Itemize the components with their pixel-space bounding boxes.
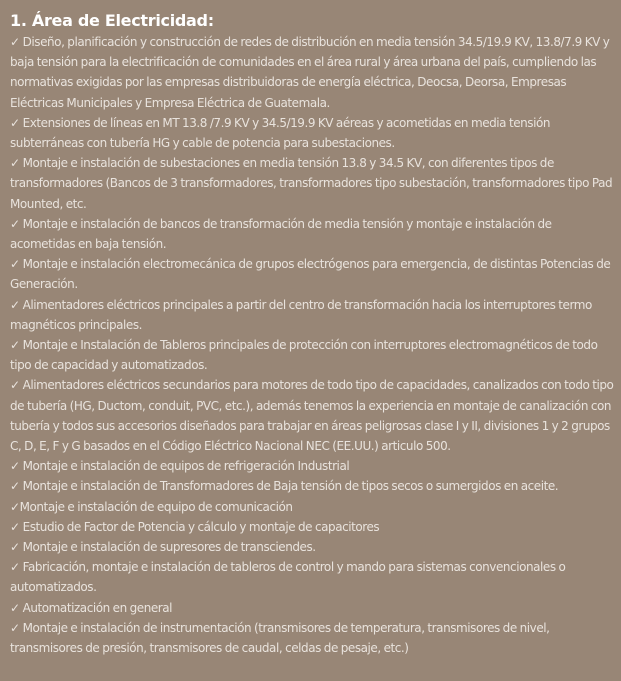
list-item-text: Diseño, planificación y construcción de redes de distribución en media tensión 34.5/19.9 KV, 13.8/7.9 KV y baja tensión para la electrificación de comunidades en el área rural y área urbana del país, cumpliendo las normativas exigidas por las empresas distribuidoras de energía eléctrica, Deocsa, Deorsa, Empresas Eléctricas Municipales y Empresa Eléctrica de Guatemala.: [10, 35, 610, 110]
list-item-text: Automatización en general: [22, 600, 173, 615]
list-item-text: Montaje e Instalación de Tableros principales de protección con interruptores electromagnéticos de todo tipo de capacidad y automatizados.: [10, 338, 598, 373]
list-item-text: Montaje e instalación de supresores de transciendes.: [22, 540, 316, 555]
list-item-text: Montaje e instalación de equipos de refrigeración Industrial: [22, 459, 350, 474]
check-icon: ✓: [10, 257, 20, 272]
list-item: [10, 537, 621, 557]
list-item: [10, 476, 621, 496]
list-item-text: Fabricación, montaje e instalación de tableros de control y mando para sistemas convencionales o automatizados.: [10, 560, 566, 595]
list-item: [10, 557, 621, 597]
list-item-text: Montaje e instalación de subestaciones en media tensión 13.8 y 34.5 KV, con diferentes tipos de transformadores (Bancos de 3 transformadores, transformadores tipo subestación, transformadores tipo Pad Mounted, etc.: [10, 156, 613, 211]
list-item: [10, 295, 621, 335]
list-item-text: Extensiones de líneas en MT 13.8 /7.9 KV y 34.5/19.9 KV aéreas y acometidas en media tensión subterráneas con tubería HG y cable de potencia para subestaciones.: [10, 115, 551, 151]
list-item-text: Montaje e instalación de Transformadores de Baja tensión de tipos secos o sumergidos en aceite.: [22, 479, 559, 494]
check-icon: ✓: [10, 600, 20, 615]
check-icon: ✓: [10, 519, 20, 534]
check-icon: ✓: [10, 479, 20, 494]
list-item-text: Montaje e instalación de instrumentación (transmisores de temperatura, transmisores de nivel, transmisores de presión, transmisores de caudal, celdas de pesaje, etc.): [10, 620, 550, 656]
list-item: [10, 214, 621, 254]
check-icon: ✓: [10, 540, 20, 555]
list-item: [10, 32, 621, 113]
service-list: [10, 32, 621, 658]
list-item: [10, 517, 621, 537]
list-item: [10, 375, 621, 456]
check-icon: ✓: [10, 378, 20, 393]
list-item-text: Alimentadores eléctricos principales a partir del centro de transformación hacia los interruptores termo magnéticos principales.: [10, 297, 592, 332]
list-item-text: Montaje e instalación de bancos de transformación de media tensión y montaje e instalación de acometidas en baja tensión.: [10, 216, 552, 252]
list-item: [10, 497, 621, 517]
section-title: 1. Área de Electricidad:: [10, 11, 214, 30]
check-icon: ✓: [10, 459, 20, 474]
list-item-text: Estudio de Factor de Potencia y cálculo y montaje de capacitores: [22, 519, 380, 534]
list-item: [10, 254, 621, 294]
list-item-text: Montaje e instalación electromecánica de grupos electrógenos para emergencia, de distintas Potencias de Generación.: [10, 257, 611, 292]
check-icon: ✓: [10, 499, 20, 514]
check-icon: ✓: [10, 297, 20, 312]
check-icon: ✓: [10, 35, 20, 49]
check-icon: ✓: [10, 338, 20, 353]
check-icon: ✓: [10, 560, 20, 575]
list-item: [10, 113, 621, 153]
list-item: [10, 618, 621, 658]
check-icon: ✓: [10, 620, 20, 635]
list-item-text: Montaje e instalación de equipo de comunicación: [19, 499, 293, 514]
check-icon: ✓: [10, 115, 20, 130]
list-item: [10, 335, 621, 375]
list-item-text: Alimentadores eléctricos secundarios para motores de todo tipo de capacidades, canalizados con todo tipo de tubería (HG, Ductom, conduit, PVC, etc.), además tenemos la experiencia en montaje de canalización con tubería y todos sus accesorios diseñados para trabajar en áreas peligrosas clase I y II, divisiones 1 y 2 grupos C, D, E, F y G basados en el Código Eléctrico Nacional NEC (EE.UU.) articulo 500.: [10, 378, 614, 454]
list-item: [10, 153, 621, 214]
check-icon: ✓: [10, 216, 20, 231]
list-item: [10, 456, 621, 476]
check-icon: ✓: [10, 156, 20, 171]
list-item: [10, 598, 621, 618]
